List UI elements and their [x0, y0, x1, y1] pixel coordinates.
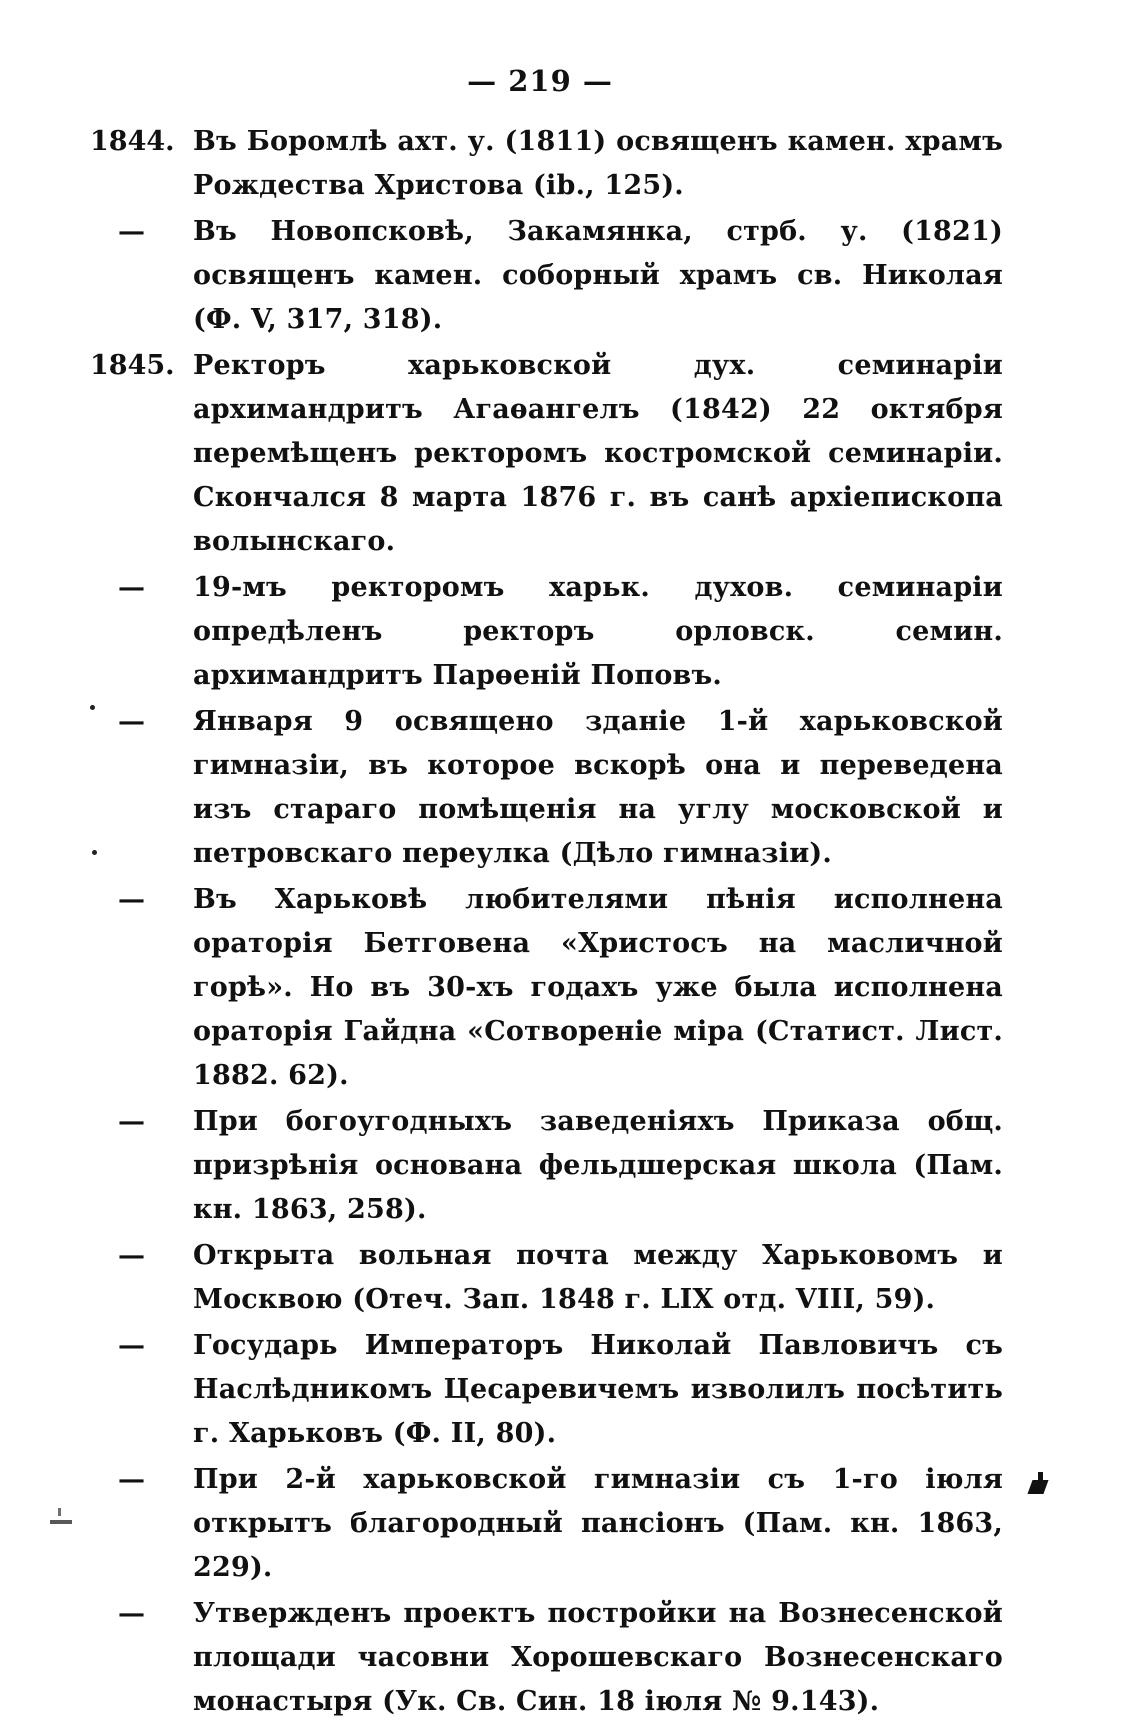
entry-dash: —	[118, 1330, 145, 1361]
entry-text: При богоугодныхъ заведеніяхъ Приказа общ. призрѣнія основана фельдшерская школа (Пам. кн. 1863, 258).	[193, 1106, 1003, 1225]
entry-text: Въ Новопсковѣ, Закамянка, стрб. у. (1821) освященъ камен. соборный храмъ св. Николая (Ф. V, 317, 318).	[193, 216, 1003, 335]
entry-year: 1845.	[90, 350, 175, 381]
scan-speck	[1038, 1472, 1043, 1480]
entry-free-post	[90, 1234, 1090, 1322]
scan-speck	[50, 1520, 72, 1524]
entry-feldsher-school	[90, 1100, 1090, 1232]
entry-dash: —	[118, 1464, 145, 1495]
entry-text: Ректоръ харьковской дух. семинаріи архимандритъ Агаѳангелъ (1842) 22 октября перемѣщенъ ректоромъ костромской семинаріи. Скончался 8 марта 1876 г. въ санѣ архіепископа волынскаго.	[193, 350, 1003, 557]
page-number: — 219 —	[467, 64, 613, 98]
entry-1845-rector	[90, 344, 1090, 564]
entry-year: 1844.	[90, 126, 175, 157]
entry-text: 19-мъ ректоромъ харьк. духов. семинаріи опредѣленъ ректоръ орловск. семин. архимандритъ Парѳеній Поповъ.	[193, 572, 1003, 691]
entry-text: Января 9 освящено зданіе 1-й харьковской гимназіи, въ которое вскорѣ она и переведена изъ стараго помѣщенія на углу московской и петровскаго переулка (Дѣло гимназіи).	[193, 706, 1003, 869]
entry-dash: —	[118, 1240, 145, 1271]
entry-novopskov	[90, 210, 1090, 342]
entry-dash: —	[118, 1598, 145, 1629]
entry-text: Государь Императоръ Николай Павловичъ съ Наслѣдникомъ Цесаревичемъ изволилъ посѣтить г. Харьковъ (Ф. II, 80).	[193, 1330, 1003, 1449]
entry-text: При 2-й харьковской гимназіи съ 1-го іюля открытъ благородный пансіонъ (Пам. кн. 1863, 229).	[193, 1464, 1003, 1583]
entry-text: Въ Харьковѣ любителями пѣнія исполнена ораторія Бетговена «Христосъ на масличной горѣ». Но въ 30-хъ годахъ уже была исполнена ораторія Гайдна «Сотвореніе міра (Статист. Лист. 1882. 62).	[193, 884, 1003, 1091]
entry-oratorio	[90, 878, 1090, 1098]
entry-emperor-visit	[90, 1324, 1090, 1456]
entry-text: Открыта вольная почта между Харьковомъ и Москвою (Отеч. Зап. 1848 г. LIX отд. VIII, 59).	[193, 1240, 1003, 1315]
scan-speck	[92, 850, 97, 855]
entry-chapel-project	[90, 1592, 1090, 1724]
entry-dash: —	[118, 572, 145, 603]
entry-dash: —	[118, 216, 145, 247]
entry-gymnasium-building	[90, 700, 1090, 876]
entry-text: Въ Боромлѣ ахт. у. (1811) освященъ камен. храмъ Рождества Христова (ib., 125).	[193, 126, 1003, 201]
entry-dash: —	[118, 1106, 145, 1137]
entry-dash: —	[118, 706, 145, 737]
entry-text: Утвержденъ проектъ постройки на Вознесенской площади часовни Хорошевскаго Вознесенскаго монастыря (Ук. Св. Син. 18 іюля № 9.143).	[193, 1598, 1003, 1717]
entry-dash: —	[118, 884, 145, 915]
entry-1844-boromlya	[90, 120, 1090, 208]
scan-speck	[58, 1508, 61, 1516]
scan-speck	[90, 705, 95, 710]
entry-19th-rector	[90, 566, 1090, 698]
entry-boarding-school	[90, 1458, 1090, 1590]
chronicle-entries	[90, 120, 1090, 1726]
